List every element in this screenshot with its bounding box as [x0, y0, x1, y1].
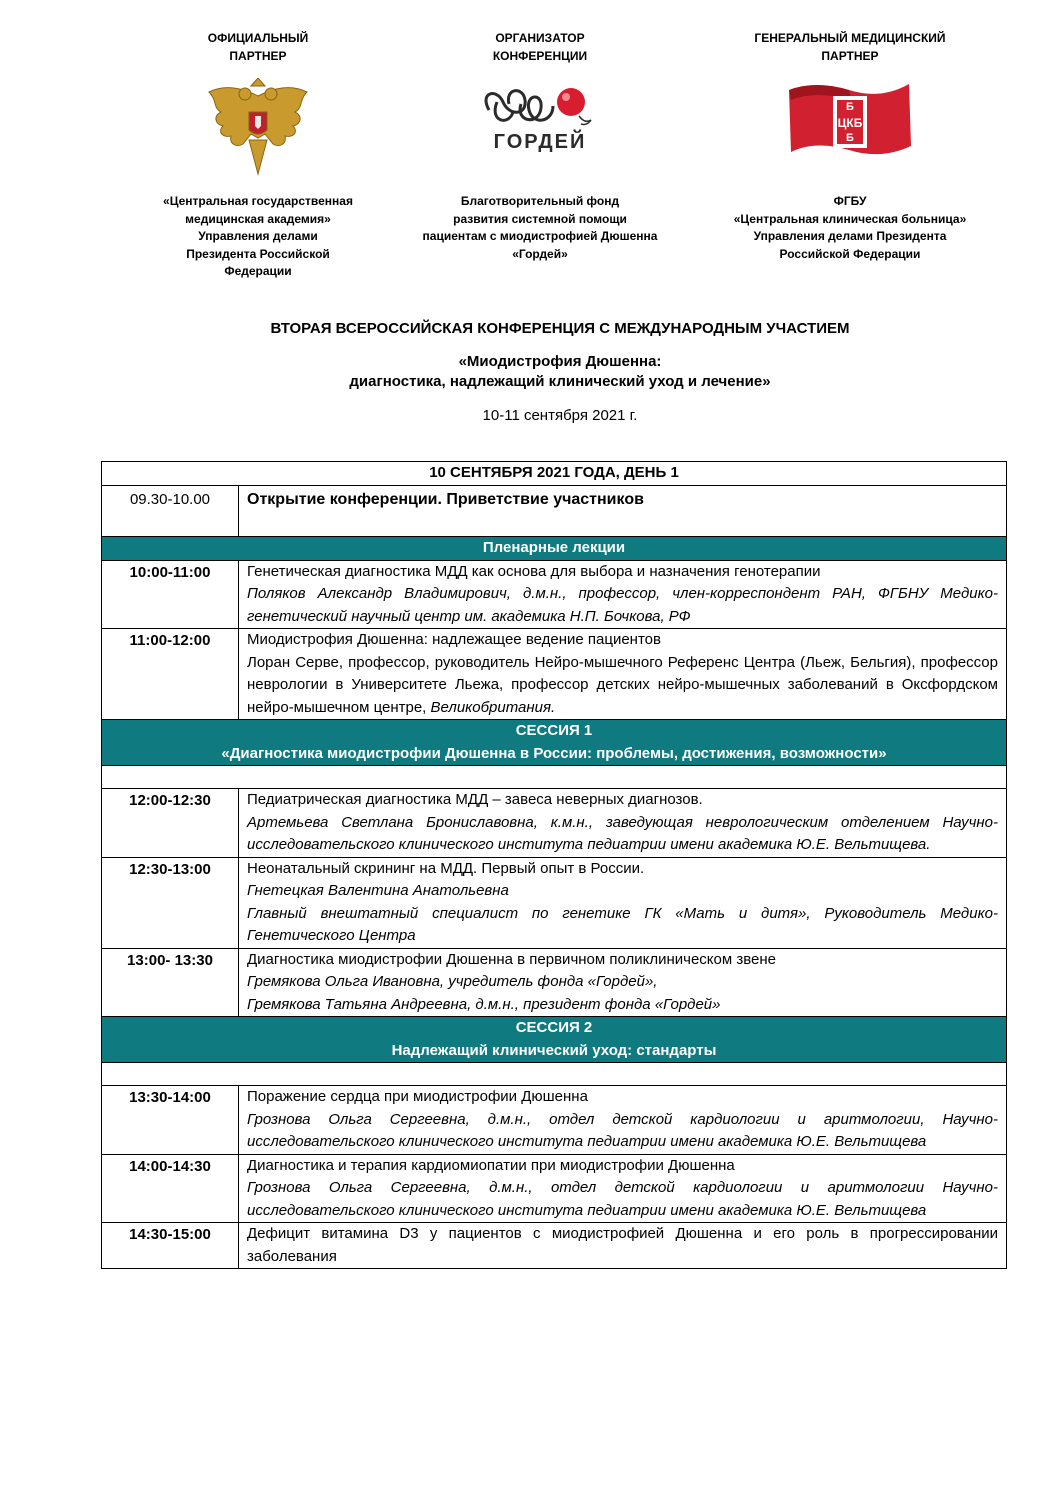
partners-header [0, 30, 1058, 290]
speaker: Поляков Александр Владимирович, д.м.н., профессор, член-корреспондент РАН, ФГБНУ Медико-генетический научный центр им. академика Н.П. Бочкова, РФ [247, 585, 998, 625]
section-header-row [102, 1017, 1007, 1063]
section-header: Пленарные лекции [102, 537, 1007, 561]
section-subtitle: Надлежащий клинический уход: стандарты [391, 1041, 717, 1059]
table-row [102, 1154, 1007, 1223]
table-row [102, 629, 1007, 720]
time-cell: 11:00-12:00 [102, 629, 239, 720]
conference-titles [60, 318, 1058, 426]
partner-official [148, 30, 368, 278]
talk-cell [239, 1086, 1007, 1155]
partner-description: Благотворительный фонд развития системной помощи пациентам с миодистрофией Дюшенна «Гордей» [422, 194, 658, 261]
talk-title: Генетическая диагностика МДД как основа для выбора и назначения генотерапии [247, 562, 821, 580]
speaker-affiliation: Главный внештатный специалист по генетике ГК «Мать и дитя», Руководитель Медико-Генетического Центра [247, 904, 998, 944]
partner-role: ГЕНЕРАЛЬНЫЙ МЕДИЦИНСКИЙ ПАРТНЕР [754, 31, 946, 63]
day-header: 10 СЕНТЯБРЯ 2021 ГОДА, ДЕНЬ 1 [102, 462, 1007, 486]
partner-role: ОРГАНИЗАТОР КОНФЕРЕНЦИИ [492, 31, 588, 63]
talk-title: Поражение сердца при миодистрофии Дюшенна [247, 1088, 588, 1105]
ckb-letter-top: Б [846, 101, 854, 113]
speaker [247, 652, 998, 720]
talk-cell [239, 629, 1007, 720]
partner-organizer [410, 30, 670, 261]
time-cell: 10:00-11:00 [102, 560, 239, 629]
table-row [102, 486, 1007, 537]
table-row [102, 1086, 1007, 1155]
time-cell: 09.30-10.00 [102, 486, 239, 537]
talk-title: Неонатальный скрининг на МДД. Первый опыт в России. [247, 859, 645, 877]
partner-role: ОФИЦИАЛЬНЫЙ ПАРТНЕР [207, 31, 309, 63]
partner-medical [720, 30, 980, 261]
partner-description: ФГБУ «Центральная клиническая больница» Управления делами Президента Российской Федерации [733, 194, 967, 261]
section-subtitle: «Диагностика миодистрофии Дюшенна в России: проблемы, достижения, возможности» [221, 744, 887, 762]
speaker-italic: Великобритания. [430, 698, 556, 716]
section-header [102, 720, 1007, 766]
talk-cell [239, 857, 1007, 948]
talk-title: Открытие конференции. Приветствие участников [239, 486, 1007, 537]
talk-title: Диагностика и терапия кардиомиопатии при миодистрофии Дюшенна [247, 1156, 735, 1174]
talk-title: Дефицит витамина D3 у пациентов с миодистрофией Дюшенна и его роль в прогрессировании заболевания [247, 1225, 998, 1265]
section-header-row [102, 720, 1007, 766]
talk-cell [239, 1154, 1007, 1223]
time-cell: 12:00-12:30 [102, 789, 239, 858]
talk-title: Миодистрофия Дюшенна: надлежащее ведение пациентов [247, 631, 661, 648]
speaker-2: Гремякова Татьяна Андреевна, д.м.н., президент фонда «Гордей» [247, 995, 721, 1013]
ckb-flag-logo-icon [785, 76, 915, 166]
talk-cell [239, 789, 1007, 858]
section-title: СЕССИЯ 2 [515, 1019, 593, 1036]
speaker: Грознова Ольга Сергеевна, д.м.н., отдел детской кардиологии и аритмологии Научно-исследовательского клинического института педиатрии имени академика Ю.Е. Вельтищева [247, 1179, 998, 1219]
talk-title: Педиатрическая диагностика МДД – завеса неверных диагнозов. [247, 791, 703, 808]
time-cell: 13:30-14:00 [102, 1086, 239, 1155]
ckb-logo-text: ЦКБ [837, 116, 863, 130]
gordey-logo-text: ГОРДЕЙ [493, 131, 587, 153]
russian-eagle-emblem-icon [203, 78, 313, 178]
time-cell: 13:00- 13:30 [102, 948, 239, 1017]
blank-row [102, 1063, 1007, 1086]
time-cell: 14:30-15:00 [102, 1223, 239, 1269]
time-cell: 12:30-13:00 [102, 857, 239, 948]
section-header-row [102, 537, 1007, 561]
talk-cell [239, 1223, 1007, 1269]
time-cell: 14:00-14:30 [102, 1154, 239, 1223]
blank-row [102, 766, 1007, 789]
speaker: Гремякова Ольга Ивановна, учредитель фонда «Гордей», [247, 973, 658, 990]
conference-title: ВТОРАЯ ВСЕРОССИЙСКАЯ КОНФЕРЕНЦИЯ С МЕЖДУНАРОДНЫМ УЧАСТИЕМ [270, 320, 850, 337]
table-row [102, 948, 1007, 1017]
section-title: СЕССИЯ 1 [515, 722, 593, 739]
talk-cell [239, 560, 1007, 629]
table-row [102, 789, 1007, 858]
talk-cell [239, 948, 1007, 1017]
speaker: Гнетецкая Валентина Анатольевна [247, 882, 509, 899]
ckb-letter-bottom: Б [846, 132, 854, 144]
gordey-logo-icon [475, 82, 605, 172]
conference-name-line2: диагностика, надлежащий клинический уход и лечение» [349, 373, 771, 390]
table-row [102, 1223, 1007, 1269]
section-header [102, 1017, 1007, 1063]
speaker: Грознова Ольга Сергеевна, д.м.н., отдел детской кардиологии и аритмологии, Научно-исследовательского клинического института педиатрии имени академика Ю.Е. Вельтищева [247, 1110, 998, 1150]
program-table [101, 461, 1007, 1269]
speaker-plain: Лоран Серве, профессор, руководитель Нейро-мышечного Референс Центра (Льеж, Бельгия), профессор неврологии в Университете Льежа, профессор детских нейро-мышечных заболеваний в Оксфордском нейро-мышечном центре, [247, 653, 998, 716]
speaker: Артемьева Светлана Брониславовна, к.м.н., заведующая неврологическим отделением Научно-исследовательского клинического института педиатрии имени академика Ю.Е. Вельтищева. [247, 813, 998, 853]
partner-description: «Центральная государственная медицинская академия» Управления делами Президента Российской Федерации [163, 194, 353, 278]
conference-dates: 10-11 сентября 2021 г. [482, 407, 638, 424]
conference-name-line1: «Миодистрофия Дюшенна: [458, 353, 662, 370]
table-row [102, 857, 1007, 948]
day-header-row [102, 462, 1007, 486]
table-row [102, 560, 1007, 629]
talk-title: Диагностика миодистрофии Дюшенна в первичном поликлиническом звене [247, 950, 777, 968]
